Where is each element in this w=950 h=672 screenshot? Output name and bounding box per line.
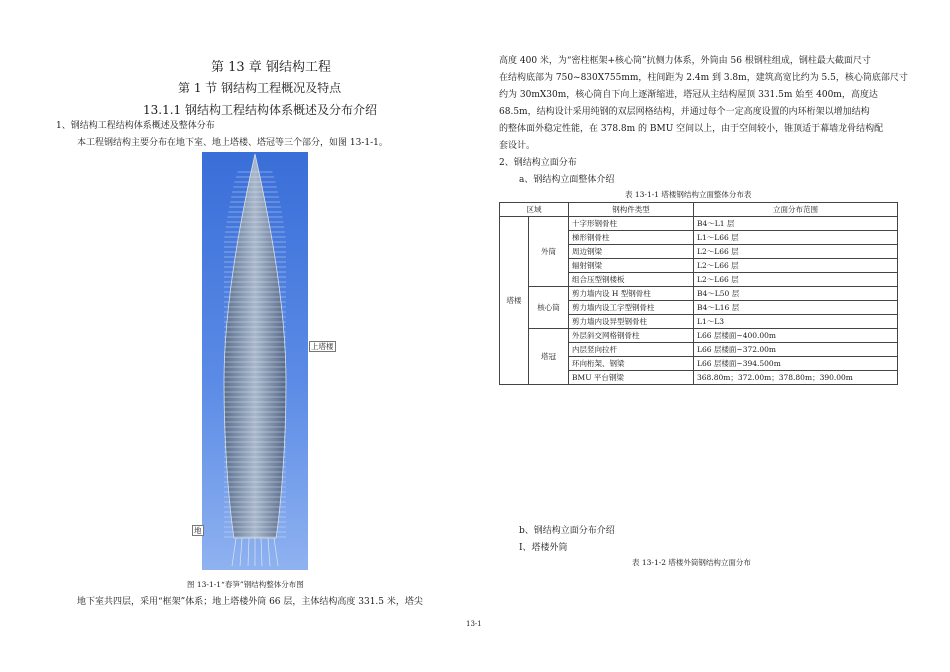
header-range: 立面分布范围 — [694, 203, 898, 217]
right-line-2: 在结构底部为 750~830X755mm，柱间距为 2.4m 到 3.8m，建筑高宽比约为 5.5，核心筒底部尺寸 — [499, 73, 908, 83]
component-cell: 剪力墙内设工字型钢骨柱 — [569, 301, 694, 315]
item-heading-2: 2、钢结构立面分布 — [499, 158, 577, 168]
figure-label-tower: 上塔楼 — [311, 342, 334, 351]
table-row — [500, 217, 898, 231]
component-cell: 内层竖向拉杆 — [569, 343, 694, 357]
table2-caption: 表 13-1-2 塔楼外筒钢结构立面分布 — [632, 558, 751, 567]
paragraph-1: 本工程钢结构主要分布在地下室、地上塔楼、塔冠等三个部分，如图 13-1-1。 — [77, 138, 388, 148]
item-heading-I: Ⅰ、塔楼外筒 — [519, 543, 568, 553]
right-line-3: 约为 30mX30m，核心筒自下向上逐渐缩进，塔冠从主结构屋顶 331.5m 始至 400m，高度达 — [499, 90, 878, 100]
chapter-title: 第 13 章 钢结构工程 — [211, 60, 331, 75]
range-cell: L66 层楼面~394.500m — [694, 357, 898, 371]
item-heading-2b: b、钢结构立面分布介绍 — [519, 526, 615, 536]
range-cell: L2～L66 层 — [694, 273, 898, 287]
group-cell: 塔冠 — [529, 329, 569, 385]
table-row — [500, 287, 898, 301]
range-cell: L1～L3 — [694, 315, 898, 329]
range-cell: 368.80m；372.00m；378.80m；390.00m — [694, 371, 898, 385]
component-cell: 周边钢梁 — [569, 245, 694, 259]
range-cell: L2～L66 层 — [694, 245, 898, 259]
component-cell: 外层斜交网格钢骨柱 — [569, 329, 694, 343]
component-cell: BMU 平台钢梁 — [569, 371, 694, 385]
range-cell: L1～L66 层 — [694, 231, 898, 245]
range-cell: B4～L50 层 — [694, 287, 898, 301]
range-cell: L66 层楼面~372.00m — [694, 343, 898, 357]
page-number: 13-1 — [466, 620, 482, 628]
component-cell: 梯形钢骨柱 — [569, 231, 694, 245]
right-line-6: 套设计。 — [499, 141, 536, 151]
component-cell: 剪力墙内设异型钢骨柱 — [569, 315, 694, 329]
range-cell: B4～L16 层 — [694, 301, 898, 315]
header-region: 区域 — [500, 203, 569, 217]
figure-caption: 图 13-1-1“春笋”钢结构整体分布图 — [187, 580, 304, 589]
header-component: 钢构件类型 — [569, 203, 694, 217]
region-cell: 塔楼 — [500, 217, 529, 385]
table-caption: 表 13-1-1 塔楼钢结构立面整体分布表 — [625, 190, 752, 199]
item-heading-2a: a、钢结构立面整体介绍 — [519, 175, 615, 185]
section-title: 第 1 节 钢结构工程概况及特点 — [178, 81, 342, 95]
range-cell: L66 层楼面~400.00m — [694, 329, 898, 343]
range-cell: L2～L66 层 — [694, 259, 898, 273]
component-cell: 组合压型钢楼板 — [569, 273, 694, 287]
subsection-title: 13.1.1 钢结构工程结构体系概述及分布介绍 — [143, 103, 377, 117]
component-cell: 十字形钢骨柱 — [569, 217, 694, 231]
right-line-4: 68.5m，结构设计采用纯钢的双层网格结构，并通过每个一定高度设置的内环桁架以增加结构 — [499, 107, 870, 117]
table-header-row — [500, 203, 898, 217]
group-cell: 外筒 — [529, 217, 569, 287]
group-cell: 核心筒 — [529, 287, 569, 329]
tower-figure — [202, 152, 308, 570]
right-line-1: 高度 400 米，为“密柱框架+核心筒”抗侧力体系，外筒由 56 根钢柱组成，钢柱最大截面尺寸 — [499, 56, 871, 66]
tower-drawing — [202, 152, 308, 570]
distribution-table — [499, 202, 898, 385]
figure-label-basement: 地 — [194, 526, 202, 535]
component-cell: 辐射钢梁 — [569, 259, 694, 273]
paragraph-2: 地下室共四层，采用“框架”体系；地上塔楼外筒 66 层，主体结构高度 331.5 米，塔尖 — [77, 597, 423, 607]
item-heading-1: 1、钢结构工程结构体系概述及整体分布 — [56, 121, 215, 131]
component-cell: 环向桁架、钢梁 — [569, 357, 694, 371]
range-cell: B4～L1 层 — [694, 217, 898, 231]
component-cell: 剪力墙内设 H 型钢骨柱 — [569, 287, 694, 301]
right-line-5: 的整体面外稳定性能，在 378.8m 的 BMU 空间以上，由于空间较小，锥顶适于幕墙龙骨结构配 — [499, 124, 884, 134]
table-row — [500, 329, 898, 343]
